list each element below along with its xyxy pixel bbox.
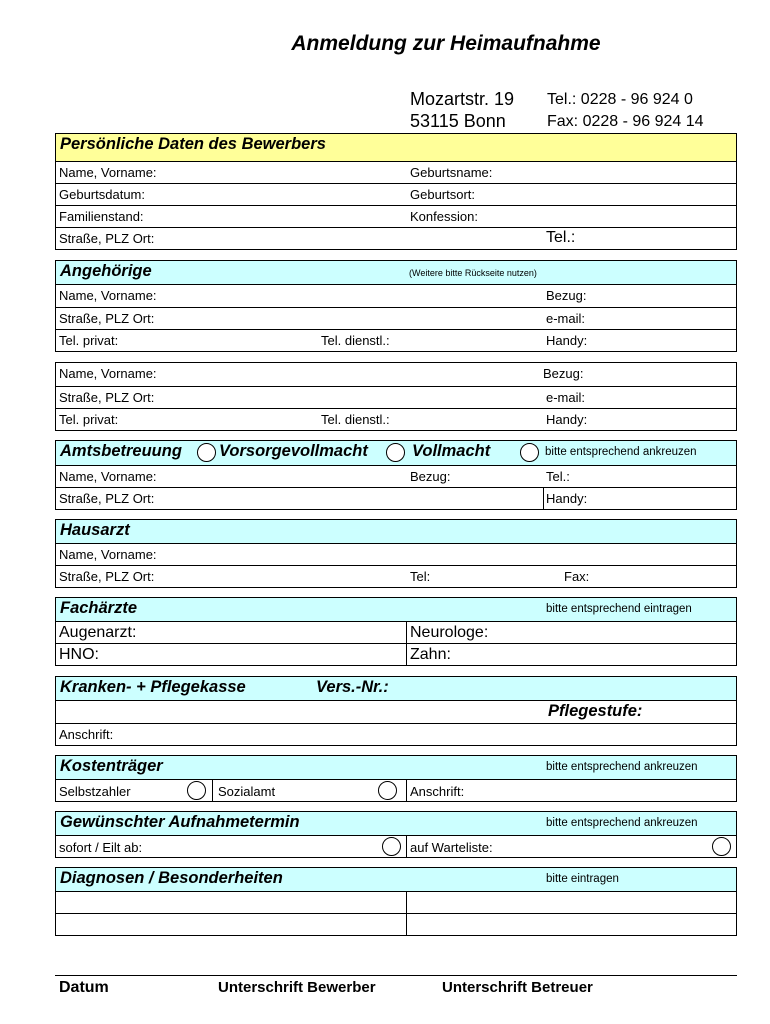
form-row[interactable]: [56, 700, 736, 723]
field-label: Pflegestufe:: [548, 702, 643, 720]
section-title: Persönliche Daten des Bewerbers: [60, 135, 326, 153]
field-label: Straße, PLZ Ort:: [59, 569, 155, 584]
field-label: Straße, PLZ Ort:: [59, 231, 155, 246]
field-label: Anschrift:: [59, 727, 114, 742]
section-note: bitte entsprechend ankreuzen: [545, 446, 697, 458]
field-label: Straße, PLZ Ort:: [59, 390, 155, 405]
divider: [406, 914, 407, 935]
divider: [543, 488, 544, 509]
diagnosis-row[interactable]: [56, 891, 736, 913]
form-row[interactable]: [56, 284, 736, 307]
section-note: bitte entsprechend ankreuzen: [546, 761, 698, 773]
field-label: Name, Vorname:: [59, 165, 157, 180]
section-diagnosis: [55, 867, 737, 936]
field-label: Handy:: [546, 491, 588, 506]
field-label: Familienstand:: [59, 209, 144, 224]
field-label: Bezug:: [543, 366, 584, 381]
section-note: bitte eintragen: [546, 873, 619, 885]
address-street: Mozartstr. 19: [410, 89, 515, 109]
field-label: Straße, PLZ Ort:: [59, 311, 155, 326]
field-label: Anschrift:: [410, 784, 465, 799]
form-row[interactable]: [56, 183, 736, 205]
form-row[interactable]: [56, 723, 736, 745]
sofort-checkbox[interactable]: [382, 837, 401, 856]
section-title: Kranken- + Pflegekasse: [60, 678, 246, 696]
section-guardianship: [55, 440, 737, 510]
section-personal: [55, 133, 737, 250]
section-title: Kostenträger: [60, 757, 163, 775]
form-row[interactable]: [56, 329, 736, 351]
form-row[interactable]: [56, 205, 736, 227]
address-fax: Fax: 0228 - 96 924 14: [547, 113, 704, 130]
section-title: Gewünschter Aufnahmetermin: [60, 813, 300, 831]
field-label: Handy:: [546, 412, 588, 427]
divider: [406, 644, 407, 665]
sozialamt-checkbox[interactable]: [378, 781, 397, 800]
field-label: Geburtsdatum:: [59, 187, 145, 202]
section-header: [56, 677, 736, 700]
field-label: Zahn:: [410, 646, 451, 663]
date-label: Datum: [59, 979, 109, 996]
option-label: Amtsbetreuung: [60, 442, 182, 460]
field-label: Tel. dienstl.:: [321, 412, 390, 427]
form-row[interactable]: [56, 621, 736, 643]
form-row[interactable]: [56, 161, 736, 183]
divider: [406, 892, 407, 913]
field-label: e-mail:: [546, 311, 586, 326]
section-title: Hausarzt: [60, 521, 130, 539]
diagnosis-row[interactable]: [56, 913, 736, 935]
field-label: Tel.:: [546, 229, 576, 246]
form-row[interactable]: [56, 487, 736, 509]
form-row[interactable]: [56, 386, 736, 408]
form-row[interactable]: [56, 779, 736, 801]
section-relatives: [55, 260, 737, 352]
section-header: [56, 134, 736, 161]
form-row[interactable]: [56, 543, 736, 565]
section-payer: [55, 755, 737, 802]
field-label: Tel. privat:: [59, 412, 119, 427]
form-title: Anmeldung zur Heimaufnahme: [291, 32, 601, 55]
form-row[interactable]: [56, 835, 736, 857]
carer-signature-label: Unterschrift Betreuer: [442, 979, 593, 996]
section-header: [56, 520, 736, 543]
divider: [212, 780, 213, 801]
field-label: Augenarzt:: [59, 624, 137, 641]
field-label: HNO:: [59, 646, 99, 663]
address-city: 53115 Bonn: [410, 111, 506, 131]
form-row[interactable]: [56, 227, 736, 249]
section-header: [56, 756, 736, 779]
field-label: Straße, PLZ Ort:: [59, 491, 155, 506]
section-gp: [55, 519, 737, 588]
field-label: Name, Vorname:: [59, 366, 157, 381]
section-relatives-2: [55, 362, 737, 431]
field-label: Tel:: [410, 569, 431, 584]
address-tel: Tel.: 0228 - 96 924 0: [547, 91, 693, 108]
field-label: Geburtsname:: [410, 165, 493, 180]
section-title: Diagnosen / Besonderheiten: [60, 869, 283, 887]
option-label: sofort / Eilt ab:: [59, 840, 143, 855]
field-label: Fax:: [564, 569, 590, 584]
form-row[interactable]: [56, 565, 736, 587]
field-label: Bezug:: [546, 288, 587, 303]
field-label: Handy:: [546, 333, 588, 348]
form-row[interactable]: [56, 643, 736, 665]
form-row[interactable]: [56, 465, 736, 487]
option-label: Vorsorgevollmacht: [219, 442, 368, 460]
option-label: Selbstzahler: [59, 784, 131, 799]
vollmacht-checkbox[interactable]: [520, 443, 539, 462]
field-label: Geburtsort:: [410, 187, 476, 202]
option-label: auf Warteliste:: [410, 840, 493, 855]
warteliste-checkbox[interactable]: [712, 837, 731, 856]
amtsbetreuung-checkbox[interactable]: [197, 443, 216, 462]
section-specialists: [55, 597, 737, 666]
section-header: [56, 441, 736, 465]
field-label: Tel. privat:: [59, 333, 119, 348]
field-label: Name, Vorname:: [59, 469, 157, 484]
signature-line: [55, 975, 737, 976]
form-row[interactable]: [56, 363, 736, 386]
field-label: Bezug:: [410, 469, 451, 484]
section-title: Angehörige: [60, 262, 152, 280]
section-note: bitte entsprechend eintragen: [546, 603, 692, 615]
option-label: Sozialamt: [218, 784, 276, 799]
section-header: [56, 598, 736, 621]
section-note: bitte entsprechend ankreuzen: [546, 817, 698, 829]
section-insurance: [55, 676, 737, 746]
field-label: e-mail:: [546, 390, 586, 405]
section-header: [56, 812, 736, 835]
field-label: Tel.:: [546, 469, 570, 484]
section-title: Fachärzte: [60, 599, 138, 617]
divider: [406, 780, 407, 801]
selbstzahler-checkbox[interactable]: [187, 781, 206, 800]
section-header: [56, 868, 736, 891]
section-header: [56, 261, 736, 284]
section-admission: [55, 811, 737, 858]
field-label: Name, Vorname:: [59, 547, 157, 562]
divider: [406, 836, 407, 857]
form-row[interactable]: [56, 307, 736, 329]
field-label: Tel. dienstl.:: [321, 333, 390, 348]
field-label: Neurologe:: [410, 624, 489, 641]
option-label: Vollmacht: [412, 442, 491, 460]
form-row[interactable]: [56, 408, 736, 430]
vorsorgevollmacht-checkbox[interactable]: [386, 443, 405, 462]
field-label: Konfession:: [410, 209, 478, 224]
applicant-signature-label: Unterschrift Bewerber: [218, 979, 376, 996]
divider: [406, 622, 407, 643]
section-note: (Weitere bitte Rückseite nutzen): [409, 268, 537, 278]
field-label: Name, Vorname:: [59, 288, 157, 303]
field-label: Vers.-Nr.:: [316, 678, 389, 696]
